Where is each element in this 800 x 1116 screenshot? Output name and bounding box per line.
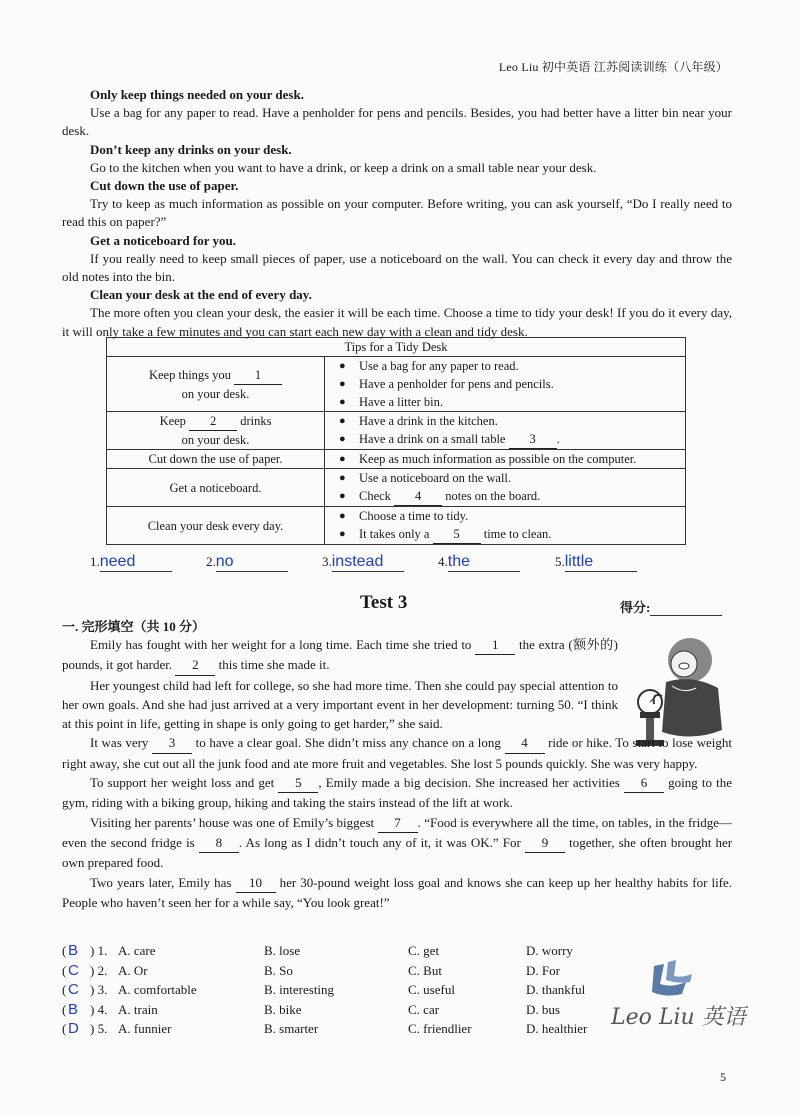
choice-row: ( B ) 1. A. care B. lose C. get D. worry — [62, 942, 573, 959]
cloze-blank-7: 7 — [378, 813, 418, 833]
option-b[interactable]: B. interesting — [264, 982, 335, 997]
cloze-passage — [62, 635, 732, 912]
table-cell-right — [325, 450, 686, 469]
option-d[interactable]: D. healthier — [526, 1021, 588, 1036]
answer-4[interactable]: the — [448, 553, 520, 572]
cloze-blank-1: 1 — [475, 635, 515, 655]
choice-list — [62, 943, 622, 1041]
table-cell-left: Cut down the use of paper. — [107, 450, 325, 469]
choice-row: ( B ) 4. A. train B. bike C. car D. bus — [62, 1000, 560, 1018]
cloze-blank-3: 3 — [152, 733, 192, 753]
running-header: Leo Liu 初中英语 江苏阅读训练（八年级） — [498, 60, 728, 74]
tip-paragraph: Go to the kitchen when you want to have a drink, or keep a drink on a small table near your desk. — [90, 159, 597, 175]
choice-row: ( C ) 3. A. comfortable B. interesting C. useful D. thankful — [62, 981, 586, 998]
score-blank[interactable] — [650, 603, 722, 616]
score-field: 得分: — [620, 597, 722, 616]
cloze-blank-9: 9 — [525, 833, 565, 853]
page-number: 5 — [720, 1070, 726, 1084]
cloze-paragraph: Emily has fought with her weight for a long time. Each time she tried to 1 the extra (额外的) pounds, it got harder. 2 this time she made it. — [62, 635, 618, 676]
list-item: ● Have a drink on a small table 3 . — [339, 430, 679, 449]
answer-2[interactable]: no — [216, 553, 288, 572]
option-b[interactable]: B. lose — [264, 943, 301, 958]
blank-2: 2 — [189, 412, 237, 431]
table-row — [107, 412, 686, 450]
tip-paragraph: Use a bag for any paper to read. Have a penholder for pens and pencils. Besides, you had better have a litter bin near your desk. — [62, 105, 732, 139]
cloze-paragraph: To support her weight loss and get 5 , Emily made a big decision. She increased her activities 6 going to the gym, riding with a biking group, hiking and taking the stairs instead of the lift at work. — [62, 775, 733, 811]
tip-heading: Only keep things needed on your desk. — [90, 87, 304, 102]
table-cell-right — [325, 412, 686, 450]
selected-answer[interactable]: B — [68, 1000, 79, 1018]
table-row — [107, 450, 686, 469]
option-c[interactable]: C. car — [408, 1001, 440, 1017]
section-title: 一. 完形填空（共 10 分） — [62, 619, 206, 634]
answer-field[interactable]: 4.the — [438, 553, 520, 572]
option-d[interactable]: D. thankful — [526, 982, 586, 997]
option-d[interactable]: D. For — [526, 962, 560, 978]
option-b[interactable]: B. smarter — [264, 1021, 319, 1036]
tip-heading: Don’t keep any drinks on your desk. — [90, 141, 292, 157]
cloze-blank-5: 5 — [278, 773, 318, 793]
selected-answer[interactable]: B — [68, 942, 79, 959]
table-cell-left: Get a noticeboard. — [107, 469, 325, 507]
table-cell-right — [325, 357, 686, 412]
table-cell-left: Keep 2 drinks on your desk. — [107, 412, 325, 450]
table-row — [107, 357, 686, 412]
option-a[interactable]: A. comfortable — [118, 982, 197, 997]
blank-5: 5 — [433, 525, 481, 544]
option-d[interactable]: D. worry — [526, 943, 573, 958]
logo-text: Leo Liu 英语 — [611, 1005, 746, 1030]
cloze-blank-2: 2 — [175, 655, 215, 675]
blank-4: 4 — [394, 487, 442, 506]
answer-field[interactable]: 1.need — [90, 553, 172, 572]
answer-5[interactable]: little — [565, 553, 637, 572]
option-c[interactable]: C. But — [408, 962, 442, 978]
table-cell-left: Keep things you 1 on your desk. — [107, 357, 325, 412]
list-item: ● Use a bag for any paper to read. — [339, 357, 679, 375]
list-item: ● It takes only a 5 time to clean. — [339, 525, 679, 544]
cloze-blank-10: 10 — [236, 873, 276, 893]
answer-field[interactable]: 2.no — [206, 553, 288, 572]
cloze-paragraph: It was very 3 to have a clear goal. She didn’t miss any chance on a long 4 ride or hike. To start to lose weight right away, she cut out all the junk food and ate more fruit and vegetables. She lost 5 pounds quickly. She was very happy. — [62, 735, 733, 771]
option-d[interactable]: D. bus — [526, 1001, 560, 1017]
option-a[interactable]: A. Or — [118, 962, 148, 978]
tip-paragraph: If you really need to keep small pieces of paper, use a noticeboard on the wall. You can check it every day and throw the old notes into the bin. — [62, 250, 732, 285]
selected-answer[interactable]: C — [68, 961, 79, 979]
tip-paragraph: Try to keep as much information as possible on your computer. Before writing, you can ask yourself, “Do I really need to read this on paper?” — [62, 196, 732, 230]
answer-field[interactable]: 5.little — [555, 553, 637, 572]
test-title: Test 3 — [360, 592, 408, 613]
choice-row: ( C ) 2. A. Or B. So C. But D. For — [62, 961, 560, 979]
list-item: ● Have a litter bin. — [339, 393, 679, 411]
tip-heading: Get a noticeboard for you. — [90, 232, 236, 248]
tips-table — [106, 337, 686, 545]
option-c[interactable]: C. get — [408, 943, 440, 958]
list-item: ● Use a noticeboard on the wall. — [339, 469, 679, 487]
list-item: ● Have a penholder for pens and pencils. — [339, 375, 679, 393]
table-cell-right — [325, 469, 686, 507]
list-item: ● Have a drink in the kitchen. — [339, 412, 679, 430]
cloze-blank-6: 6 — [624, 773, 664, 793]
table-row — [107, 469, 686, 507]
reading-passage — [62, 86, 732, 341]
blank-3: 3 — [509, 430, 557, 449]
selected-answer[interactable]: C — [68, 981, 79, 998]
list-item: ● Choose a time to tidy. — [339, 507, 679, 525]
cloze-paragraph: Two years later, Emily has 10 her 30-pound weight loss goal and knows she can keep up her healthy habits for life. People who haven’t seen her for a while say, “You look great!” — [62, 874, 733, 910]
table-row — [107, 507, 686, 545]
blank-1: 1 — [234, 366, 282, 385]
selected-answer[interactable]: D — [68, 1020, 79, 1037]
cloze-paragraph: Her youngest child had left for college, so she had more time. Then she could pay special attention to her own goals. And she had just arrived at a very important event in her development: turning 50. “I think at this point in life, getting in shape is only going to get harder,” she said. — [62, 677, 618, 732]
list-item: ● Keep as much information as possible on the computer. — [339, 450, 679, 468]
option-c[interactable]: C. friendlier — [408, 1021, 472, 1036]
cloze-paragraph: Visiting her parents’ house was one of Emily’s biggest 7 . “Food is everywhere all the time, on tables, in the fridge—even the second fridge is 8 . As long as I didn’t touch any of it, it was OK.” For 9 together, she often brought her own prepared food. — [62, 814, 733, 871]
table-caption: Tips for a Tidy Desk — [107, 338, 686, 357]
tip-heading: Cut down the use of paper. — [90, 178, 239, 194]
answer-3[interactable]: instead — [332, 553, 404, 572]
option-a[interactable]: A. funnier — [118, 1021, 172, 1036]
tip-paragraph: The more often you clean your desk, the easier it will be each time. Choose a time to tidy your desk! If you do it every day, it will only take a few minutes and you can start each new day with a clean and tidy desk. — [62, 305, 732, 339]
choice-row: ( D ) 5. A. funnier B. smarter C. friendlier D. healthier — [62, 1020, 588, 1037]
answer-field[interactable]: 3.instead — [322, 553, 404, 572]
tip-heading: Clean your desk at the end of every day. — [90, 287, 312, 303]
answer-1[interactable]: need — [100, 553, 172, 572]
option-c[interactable]: C. useful — [408, 982, 455, 997]
list-item: ● Check 4 notes on the board. — [339, 487, 679, 506]
table-cell-right — [325, 507, 686, 545]
option-b[interactable]: B. So — [264, 962, 293, 978]
cloze-blank-8: 8 — [199, 833, 239, 853]
option-a[interactable]: A. train — [118, 1001, 158, 1017]
option-b[interactable]: B. bike — [264, 1001, 302, 1017]
option-a[interactable]: A. care — [118, 943, 156, 958]
cloze-blank-4: 4 — [505, 733, 545, 753]
table-cell-left: Clean your desk every day. — [107, 507, 325, 545]
